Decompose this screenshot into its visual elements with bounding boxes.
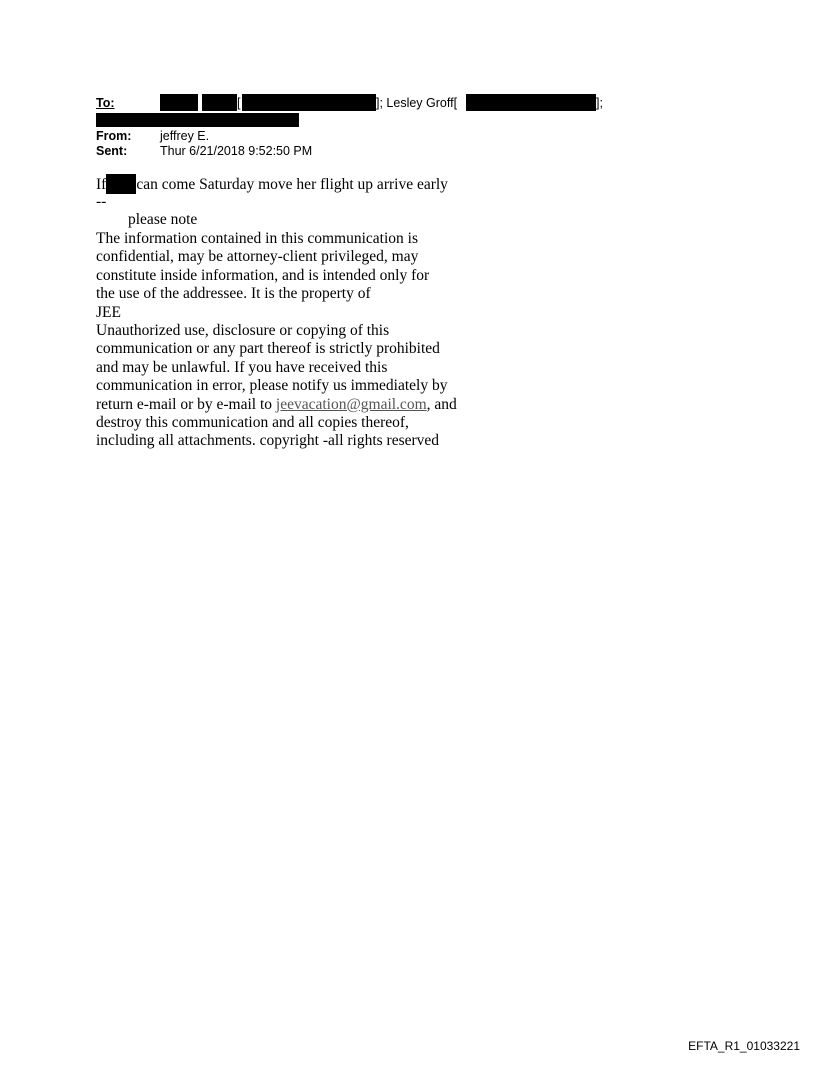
document-id: EFTA_R1_01033221 [688,1039,800,1053]
message-text-start: If [96,176,107,193]
disclaimer-line: constitute inside information, and is intended only for [96,266,430,284]
disclaimer-line: including all attachments. copyright -all rights reserved [96,432,440,450]
email-prefix: return e-mail or by e-mail to [96,395,276,413]
email-suffix: , and [426,395,457,413]
message-first-line [96,174,448,194]
disclaimer-line: the use of the addressee. It is the property of [96,285,371,303]
disclaimer-line: confidential, may be attorney-client privileged, may [96,248,419,266]
redaction-block [466,94,596,111]
redaction-block [160,94,198,111]
disclaimer-line: JEE [96,303,121,321]
to-label: To: [96,96,115,110]
disclaimer-text [96,230,457,451]
redaction-block [96,113,299,127]
from-label: From: [96,129,132,143]
to-recipients-text: ]; Lesley Groff[ [376,96,458,110]
redaction-block [202,94,237,111]
redaction-block [106,174,136,194]
disclaimer-line: and may be unlawful. If you have received this [96,358,388,376]
to-end: ]; [596,96,603,110]
to-open-bracket: [ [237,96,241,110]
message-text-end: can come Saturday move her flight up arrive early [136,176,448,193]
redaction-block [242,94,376,111]
disclaimer-line: communication in error, please notify us immediately by [96,377,448,395]
disclaimer-line: Unauthorized use, disclosure or copying of this [96,322,390,340]
signature-separator: -- [96,193,107,210]
disclaimer-line: destroy this communication and all copies thereof, [96,414,409,432]
disclaimer-line: communication or any part thereof is strictly prohibited [96,340,440,358]
disclaimer-email-line [96,396,457,414]
from-value: jeffrey E. [160,129,210,143]
sent-label: Sent: [96,144,128,158]
disclaimer-heading: please note [128,211,198,228]
disclaimer-line: The information contained in this communication is [96,230,418,247]
email-link[interactable]: jeevacation@gmail.com [275,395,427,413]
sent-value: Thur 6/21/2018 9:52:50 PM [160,144,313,158]
